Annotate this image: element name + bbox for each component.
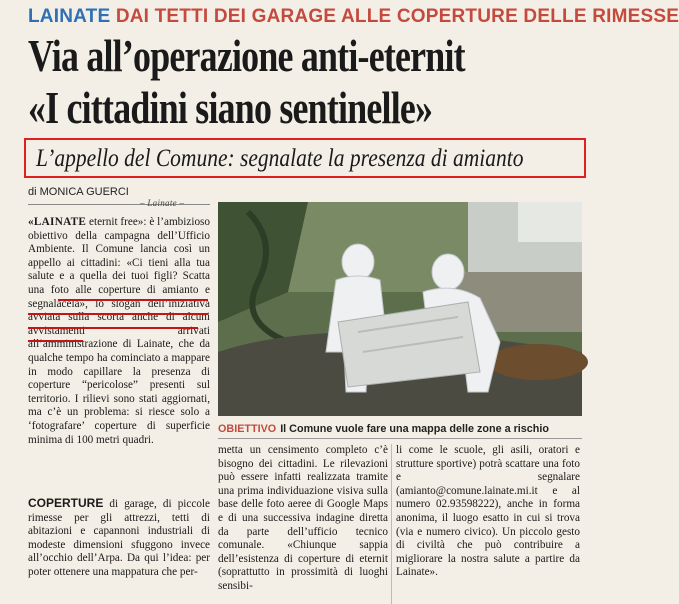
column-1-para-2: di garage, di piccole rimesse per gli attrezzi, tetti di abitazioni e capannoni industriali di modeste dimensioni sfuggono invece all’occhio dell’Arpa. Da qui l’idea: per poter ottenere una mappatura che per- (28, 498, 210, 578)
column-1-text (28, 216, 210, 447)
slogan-underline (28, 313, 208, 315)
news-photo (218, 202, 582, 416)
kicker-place: LAINATE (28, 6, 111, 27)
slogan-underline (58, 299, 208, 301)
column-1-section-2 (28, 497, 210, 580)
subhead: L’appello del Comune: segnalate la presenza di amianto (36, 145, 524, 172)
slogan-underline (28, 340, 83, 342)
column-2-para: metta un censimento completo c’è bisogno dei cittadini. Le rilevazioni può essere infatti realizzata tramite una prima individuazione visiva sulla base delle foto aeree di Google Maps e di una successiva indagine diretta da parte dell’ufficio tecnico comunale. «Chiunque sappia dell’esistenza di coperture di eternit (soprattutto in prossimità di luoghi sensibi- (218, 444, 388, 592)
photo-caption (218, 423, 582, 435)
caption-rule (218, 438, 582, 439)
caption-label: OBIETTIVO (218, 423, 277, 435)
slogan-underline (28, 327, 198, 329)
byline-prefix: di (28, 186, 37, 198)
byline-author: MONICA GUERCI (39, 186, 129, 198)
byline (28, 186, 129, 198)
photo-illustration (218, 202, 582, 416)
column-2-text (218, 444, 388, 594)
section-head: COPERTURE (28, 496, 104, 510)
caption-text: Il Comune vuole fare una mappa delle zone a rischio (280, 423, 549, 435)
column-3-para: li come le scuole, gli asili, oratori e strutture sportive) potrà scattare una foto e segnalare (amianto@comune.lainate.mi.it e al numero 02.93598222), anche in forma anonima, il luogo esatto in cui si trova (via e numero civico). Un piccolo gesto di civiltà che può contribuire a migliorare la nostra salute a partire da Lainate». (396, 444, 580, 579)
column-1-para-1: eternit free»: è l’ambizioso obiettivo della campagna dell’Ufficio Ambiente. Il Comune lancia così un appello ai cittadini: «Ci tieni alla tua salute e a quella dei tuoi figli? Scatta una foto alle coperture di amianto e segnalacela», lo slogan dell’iniziativa avviata sulla scorta anche di alcuni avvistamenti arrivati all’amministrazione di Lainate, che da qualche tempo ha cominciato a mappare in modo capillare la presenza di coperture “pericolose” presenti sul territorio. I rilievi sono stati aggiornati, ma c’è un problema: si riesce solo a ‘fotografare’ coperture di superficie minima di 100 metri quadri. (28, 216, 210, 446)
dateline: – Lainate – (140, 198, 185, 208)
column-3-text (396, 444, 580, 580)
headline (28, 30, 473, 134)
kicker (28, 6, 679, 28)
headline-line-1: Via all’operazione anti-eternit (28, 30, 465, 81)
lead-word: «LAINATE (28, 216, 87, 228)
kicker-topic: DAI TETTI DEI GARAGE ALLE COPERTURE DELLE RIMESSE (115, 6, 679, 27)
headline-line-2: «I cittadini siano sentinelle» (28, 82, 433, 133)
column-divider (391, 444, 392, 604)
